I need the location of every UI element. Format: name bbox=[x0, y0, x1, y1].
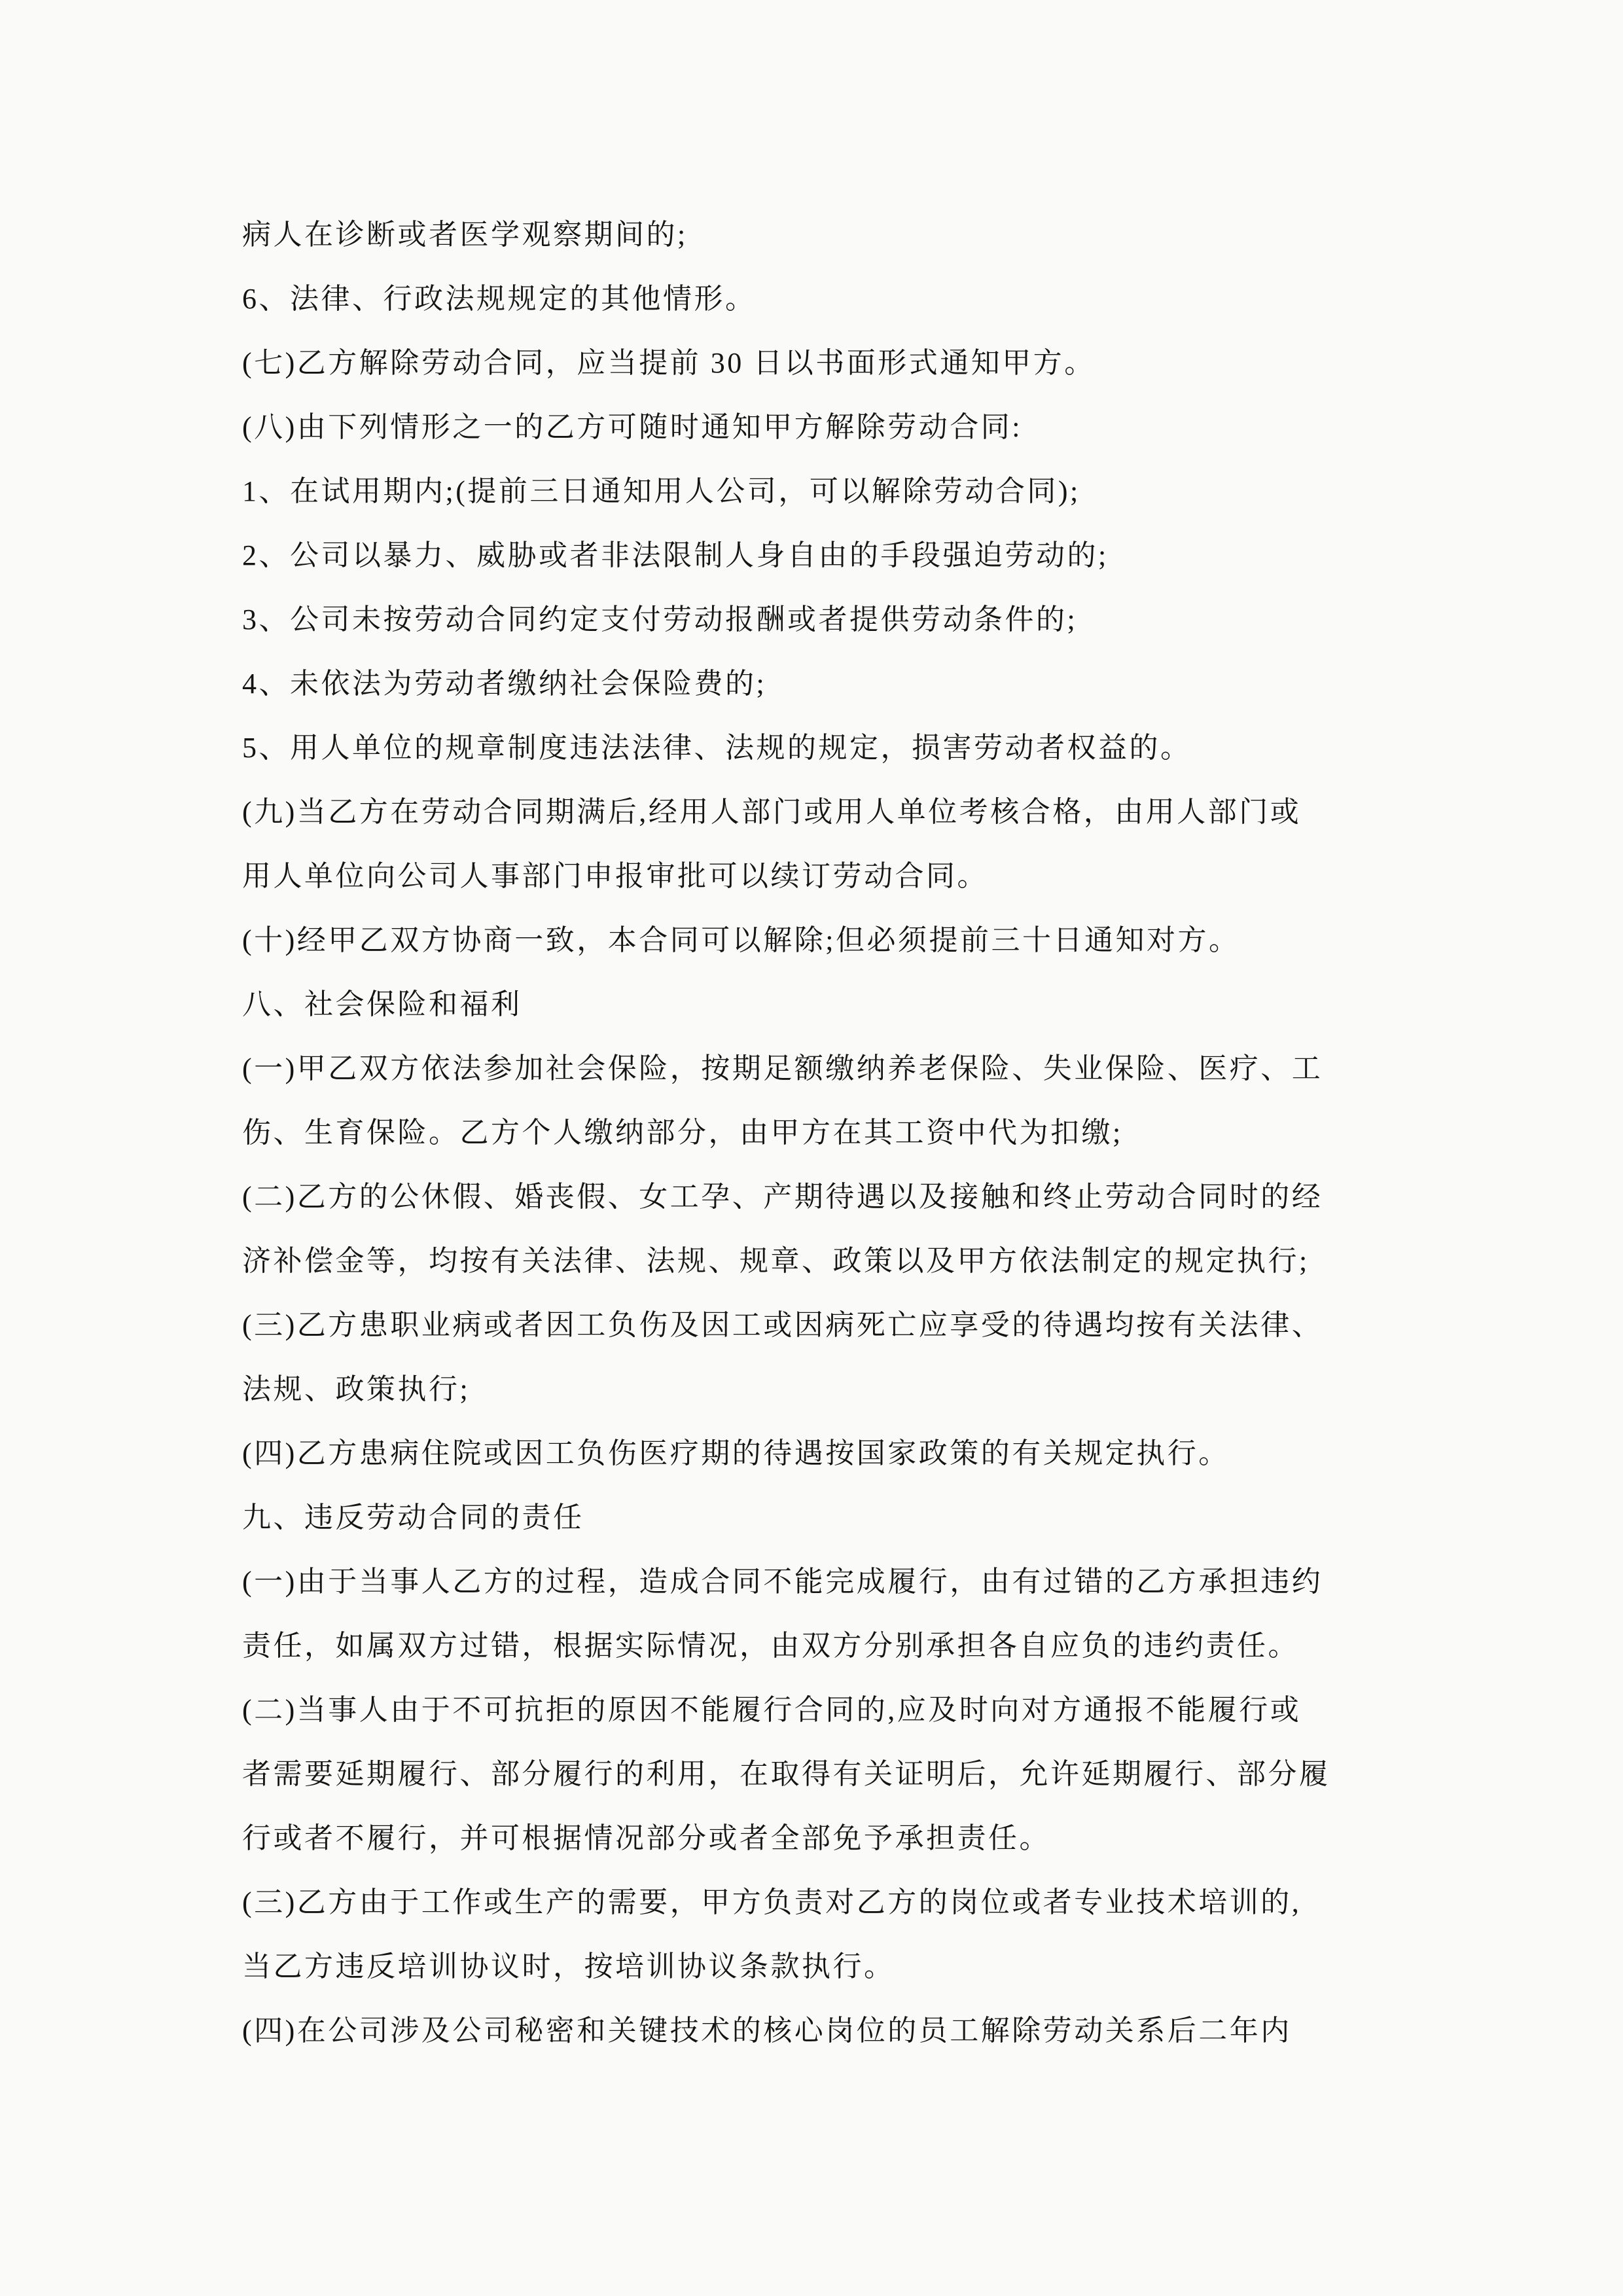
document-body bbox=[242, 203, 1394, 2063]
text-line: 济补偿金等，均按有关法律、法规、规章、政策以及甲方依法制定的规定执行; bbox=[242, 1245, 1310, 1277]
text-line: (三)乙方由于工作或生产的需要，甲方负责对乙方的岗位或者专业技术培训的, bbox=[242, 1886, 1302, 1918]
text-line: 病人在诊断或者医学观察期间的; bbox=[242, 219, 688, 251]
text-line: (一)甲乙双方依法参加社会保险，按期足额缴纳养老保险、失业保险、医疗、工 bbox=[242, 1052, 1323, 1085]
text-line: 2、公司以暴力、威胁或者非法限制人身自由的手段强迫劳动的; bbox=[242, 539, 1109, 571]
text-line: (四)乙方患病住院或因工负伤医疗期的待遇按国家政策的有关规定执行。 bbox=[242, 1437, 1230, 1469]
text-line: (一)由于当事人乙方的过程，造成合同不能完成履行，由有过错的乙方承担违约 bbox=[242, 1566, 1323, 1598]
text-line: 九、违反劳动合同的责任 bbox=[242, 1501, 584, 1534]
text-line: (九)当乙方在劳动合同期满后,经用人部门或用人单位考核合格，由用人部门或 bbox=[242, 796, 1302, 828]
text-line: (二)当事人由于不可抗拒的原因不能履行合同的,应及时向对方通报不能履行或 bbox=[242, 1694, 1302, 1726]
text-line: 1、在试用期内;(提前三日通知用人公司，可以解除劳动合同); bbox=[242, 475, 1080, 507]
text-line: (三)乙方患职业病或者因工负伤及因工或因病死亡应享受的待遇均按有关法律、 bbox=[242, 1309, 1323, 1341]
text-line: 当乙方违反培训协议时，按培训协议条款执行。 bbox=[242, 1950, 895, 1982]
text-line: 伤、生育保险。乙方个人缴纳部分，由甲方在其工资中代为扣缴; bbox=[242, 1117, 1123, 1149]
text-line: 责任，如属双方过错，根据实际情况，由双方分别承担各自应负的违约责任。 bbox=[242, 1630, 1299, 1662]
text-line: 5、用人单位的规章制度违法法律、法规的规定，损害劳动者权益的。 bbox=[242, 732, 1192, 764]
text-line: (八)由下列情形之一的乙方可随时通知甲方解除劳动合同: bbox=[242, 411, 1023, 443]
text-line: 者需要延期履行、部分履行的利用，在取得有关证明后，允许延期履行、部分履 bbox=[242, 1758, 1330, 1790]
text-line: 3、公司未按劳动合同约定支付劳动报酬或者提供劳动条件的; bbox=[242, 603, 1078, 636]
text-line: 行或者不履行，并可根据情况部分或者全部免予承担责任。 bbox=[242, 1822, 1050, 1854]
text-line: 4、未依法为劳动者缴纳社会保险费的; bbox=[242, 668, 767, 700]
text-line: (七)乙方解除劳动合同，应当提前 30 日以书面形式通知甲方。 bbox=[242, 347, 1096, 379]
text-line: 法规、政策执行; bbox=[242, 1373, 471, 1405]
text-line: (二)乙方的公休假、婚丧假、女工孕、产期待遇以及接触和终止劳动合同时的经 bbox=[242, 1181, 1323, 1213]
text-line: (十)经甲乙双方协商一致，本合同可以解除;但必须提前三十日通知对方。 bbox=[242, 924, 1240, 956]
text-line: 用人单位向公司人事部门申报审批可以续订劳动合同。 bbox=[242, 860, 988, 892]
text-line: (四)在公司涉及公司秘密和关键技术的核心岗位的员工解除劳动关系后二年内 bbox=[242, 2015, 1292, 2047]
text-line: 6、法律、行政法规规定的其他情形。 bbox=[242, 283, 757, 315]
text-line: 八、社会保险和福利 bbox=[242, 988, 522, 1020]
